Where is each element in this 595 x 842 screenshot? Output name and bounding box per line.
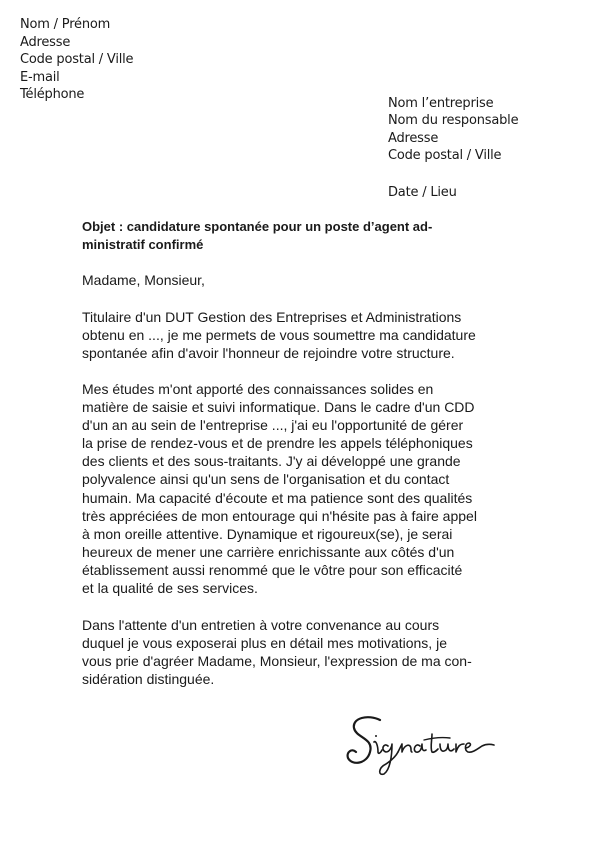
recipient-address: Adresse xyxy=(388,130,439,146)
paragraph-line: Titulaire d'un DUT Gestion des Entreprises et Administrations xyxy=(82,309,462,325)
recipient-postal-city: Code postal / Ville xyxy=(388,148,502,164)
paragraph-line: humain. Ma capacité d'écoute et ma patience sont des qualités xyxy=(82,489,473,506)
paragraph-line: d'un an au sein de l'entreprise ..., j'ai eu l'opportunité de gérer xyxy=(82,417,464,434)
paragraph-line: obtenu en ..., je me permets de vous soumettre ma candidature xyxy=(82,327,476,344)
paragraph-line: matière de saisie et suivi informatique. Dans le cadre d'un CDD xyxy=(82,399,475,416)
subject-line xyxy=(82,218,432,254)
paragraph-line: Dans l'attente d'un entretien à votre convenance au cours xyxy=(82,617,440,633)
paragraph-intro xyxy=(82,308,476,362)
subject-line-1: Objet : candidature spontanée pour un poste d’agent ad- xyxy=(82,219,433,234)
paragraph-line: et la qualité de ses services. xyxy=(82,580,258,597)
paragraph-line: à mon oreille attentive. Dynamique et rigoureux(se), je serai xyxy=(82,525,453,542)
recipient-manager: Nom du responsable xyxy=(388,113,519,129)
paragraph-line: polyvalence ainsi qu'un sens de l'organisation et du contact xyxy=(82,471,450,488)
recipient-company: Nom l’entreprise xyxy=(388,96,494,111)
paragraph-line: la prise de rendez-vous et de prendre les appels téléphoniques xyxy=(82,435,473,452)
paragraph-line: des clients et des sous-traitants. J'y ai développé une grande xyxy=(82,453,461,470)
sender-phone: Téléphone xyxy=(20,87,85,103)
paragraph-line: duquel je vous exposerai plus en détail mes motivations, je xyxy=(82,635,447,652)
paragraph-line: spontanée afin d'avoir l'honneur de rejoindre votre structure. xyxy=(82,345,455,362)
sender-name: Nom / Prénom xyxy=(20,17,111,32)
sender-postal-city: Code postal / Ville xyxy=(20,52,134,68)
sender-block xyxy=(20,16,133,104)
salutation: Madame, Monsieur, xyxy=(82,272,205,288)
paragraph-line: très appréciées de mon entourage qui n'hésite pas à faire appel xyxy=(82,507,477,524)
paragraph-line: Mes études m'ont apporté des connaissances solides en xyxy=(82,381,434,397)
recipient-block xyxy=(388,95,518,165)
handwritten-signature xyxy=(340,712,500,782)
date-place: Date / Lieu xyxy=(388,185,457,200)
paragraph-line: sidération distinguée. xyxy=(82,671,215,688)
sender-email: E-mail xyxy=(20,69,60,85)
sender-address: Adresse xyxy=(20,34,71,50)
subject-line-2: ministratif confirmé xyxy=(82,237,204,252)
paragraph-line: vous prie d'agréer Madame, Monsieur, l'expression de ma con- xyxy=(82,653,472,670)
paragraph-experience xyxy=(82,380,477,597)
paragraph-closing xyxy=(82,616,472,688)
paragraph-line: heureux de mener une carrière enrichissante aux côtés d'un xyxy=(82,543,455,560)
paragraph-line: établissement aussi renommé que le vôtre pour son efficacité xyxy=(82,561,463,578)
